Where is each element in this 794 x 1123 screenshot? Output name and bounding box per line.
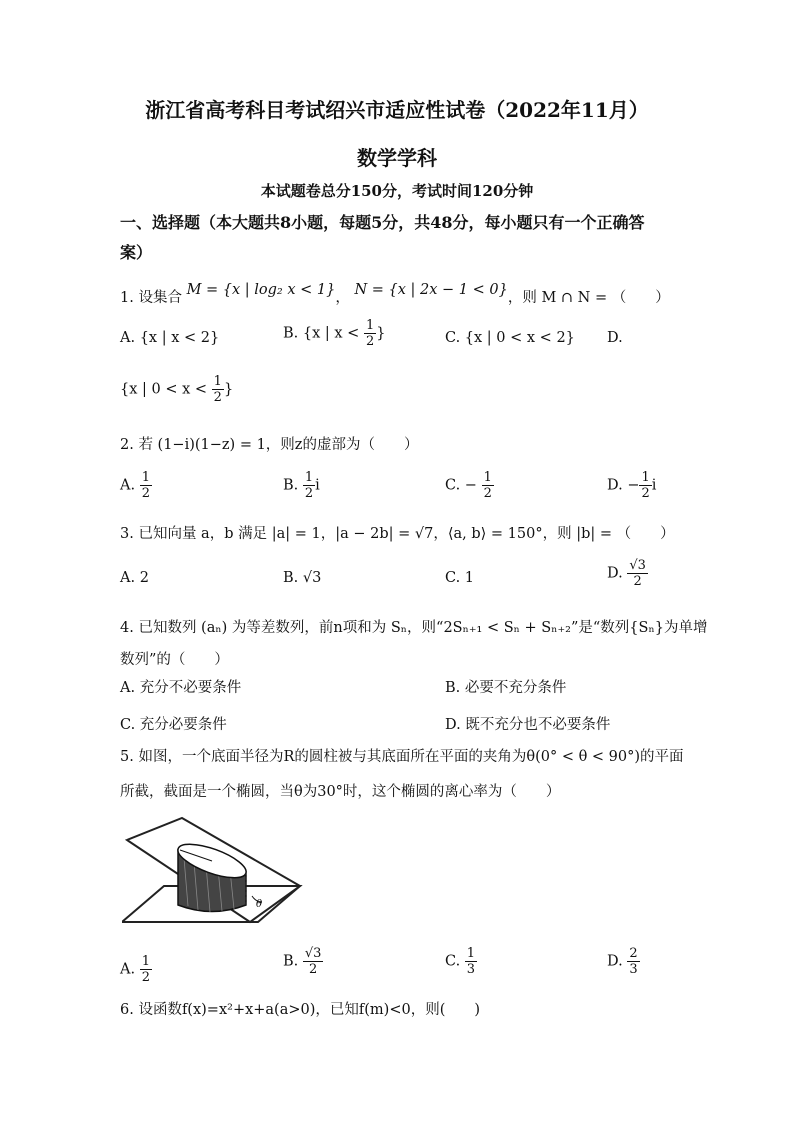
cylinder-figure: [122, 810, 304, 930]
q5-option-d: D. $\frac{2}{3}$: [607, 946, 638, 977]
question-4-stem: 4. 已知数列 (aₙ) 为等差数列，前n项和为 Sₙ，则“2Sₙ₊₁ < Sₙ + Sₙ₊₂”是“数列{Sₙ}为单增: [120, 620, 708, 636]
q5-option-c: C. $\frac{1}{3}$: [445, 946, 476, 977]
q4-option-b: B. 必要不充分条件: [445, 680, 567, 696]
q4-option-a: A. 充分不必要条件: [120, 680, 242, 696]
q2-option-c: C. − $\frac{1}{2}$: [445, 470, 492, 501]
q3-option-c: C. 1: [445, 570, 475, 586]
q2-option-d: D. − $\frac{1}{2}$ i: [607, 470, 657, 501]
q3-option-a: A. 2: [120, 570, 149, 586]
q3-option-b: B. √3: [283, 570, 322, 586]
q2-option-a: A. $\frac{1}{2}$: [120, 470, 150, 501]
exam-note: 本试题卷总分150分，考试时间120分钟: [260, 182, 534, 200]
q1-option-d-label: D.: [607, 330, 623, 346]
question-5-stem: 5. 如图，一个底面半径为R的圆柱被与其底面所在平面的夹角为θ(0° < θ < 90°)的平面: [120, 749, 684, 765]
q4-option-d: D. 既不充分也不必要条件: [445, 717, 611, 733]
q1-option-c: C. {x | 0 < x < 2}: [445, 330, 575, 346]
section-heading: 一、选择题（本大题共8小题，每题5分，共48分，每小题只有一个正确答: [120, 213, 645, 232]
question-4-stem-cont: 数列”的（ ）: [120, 652, 229, 668]
page-title: 浙江省高考科目考试绍兴市适应性试卷（2022年11月）: [145, 98, 649, 122]
section-heading-cont: 案）: [120, 243, 153, 262]
question-2-stem: 2. 若 (1−i)(1−z) = 1，则z的虚部为（ ）: [120, 437, 419, 453]
q5-option-b: B. $\frac{√3}{2}$: [283, 946, 322, 977]
q2-option-b: B. $\frac{1}{2}$ i: [283, 470, 320, 501]
q3-option-d: D. $\frac{√3}{2}$: [607, 558, 646, 589]
angle-label: θ: [256, 899, 263, 910]
question-3-stem: 3. 已知向量 a，b 满足 |a| = 1，|a − 2b| = √7，⟨a, b⟩ = 150°，则 |b| = （ ）: [120, 526, 675, 542]
question-5-stem-cont: 所截，截面是一个椭圆，当θ为30°时，这个椭圆的离心率为（ ）: [120, 784, 561, 800]
question-6-stem: 6. 设函数f(x)=x²+x+a(a>0)，已知f(m)<0，则( ): [120, 1002, 481, 1018]
q1-option-b: B. {x | x < $\frac{1}{2}$ }: [283, 318, 386, 349]
q4-option-c: C. 充分必要条件: [120, 717, 227, 733]
subject-title: 数学学科: [357, 146, 437, 170]
q1-option-d: {x | 0 < x < $\frac{1}{2}$ }: [120, 374, 234, 405]
q5-option-a: A. $\frac{1}{2}$: [120, 954, 150, 985]
question-1-stem: 1. 设集合 M = {x | log₂ x < 1}， N = {x | 2x − 1 < 0}，则 M ∩ N = （ ）: [120, 282, 670, 306]
q1-option-a: A. {x | x < 2}: [120, 330, 220, 346]
